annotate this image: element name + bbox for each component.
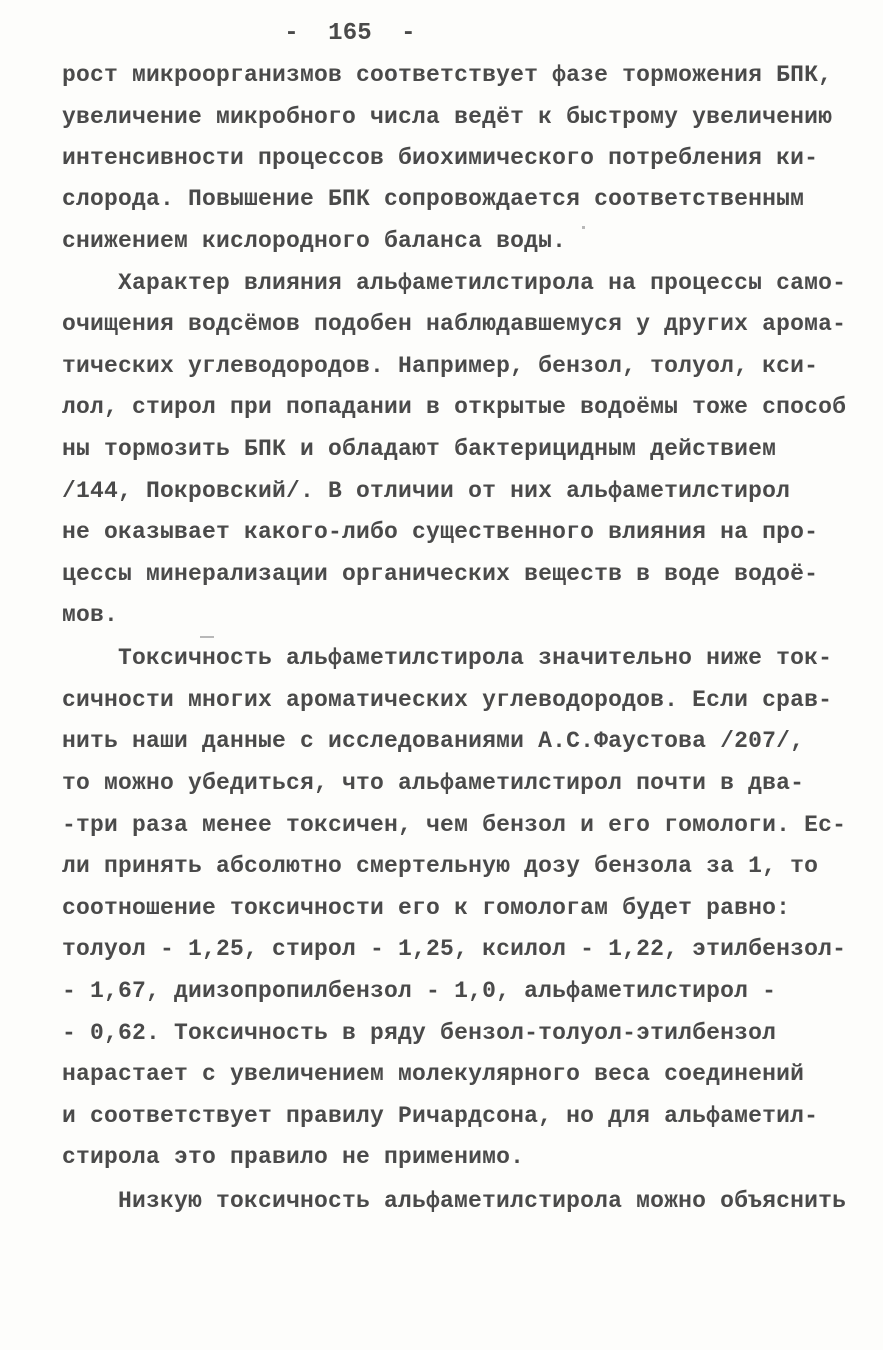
text-line: цессы минерализации органических веществ в воде водоё- xyxy=(62,561,819,587)
text-line: и соответствует правилу Ричардсона, но для альфаметил- xyxy=(62,1103,819,1129)
text-line: соотношение токсичности его к гомологам будет равно: xyxy=(62,895,791,921)
text-line: то можно убедиться, что альфаметилстирол почти в два- xyxy=(62,770,805,796)
text-line: очищения водсёмов подобен наблюдавшемуся у других арома- xyxy=(62,311,847,337)
text-line: /144, Покровский/. В отличии от них альфаметилстирол xyxy=(62,478,791,504)
text-line: сичности многих ароматических углеводородов. Если срав- xyxy=(62,687,833,713)
text-line: увеличение микробного числа ведёт к быстрому увеличению xyxy=(62,104,833,130)
text-line: нить наши данные с исследованиями А.С.Фаустова /207/, xyxy=(62,728,805,754)
page-number: - 165 - xyxy=(284,20,416,47)
text-line: не оказывает какого-либо существенного влияния на про- xyxy=(62,519,819,545)
scan-speck xyxy=(200,636,214,638)
text-line: слорода. Повышение БПК сопровождается соответственным xyxy=(62,186,805,212)
text-line: - 0,62. Токсичность в ряду бензол-толуол-этилбензол xyxy=(62,1020,777,1046)
text-line: Характер влияния альфаметилстирола на процессы само- xyxy=(118,270,847,296)
text-line: толуол - 1,25, стирол - 1,25, ксилол - 1,22, этилбензол- xyxy=(62,936,847,962)
text-line: нарастает с увеличением молекулярного веса соединений xyxy=(62,1061,805,1087)
text-line: Низкую токсичность альфаметилстирола можно объяснить xyxy=(118,1188,847,1214)
text-line: ны тормозить БПК и обладают бактерицидным действием xyxy=(62,436,777,462)
text-line: -три раза менее токсичен, чем бензол и его гомологи. Ес- xyxy=(62,812,847,838)
text-line: снижением кислородного баланса воды. xyxy=(62,228,567,254)
text-line: тических углеводородов. Например, бензол, толуол, кси- xyxy=(62,353,819,379)
text-line: стирола это правило не применимо. xyxy=(62,1144,525,1170)
text-line: лол, стирол при попадании в открытые водоёмы тоже способ xyxy=(62,394,847,420)
text-line: мов. xyxy=(62,602,119,628)
text-line: интенсивности процессов биохимического потребления ки- xyxy=(62,145,819,171)
text-line: рост микроорганизмов соответствует фазе торможения БПК, xyxy=(62,62,833,88)
text-line: ли принять абсолютно смертельную дозу бензола за 1, то xyxy=(62,853,819,879)
text-line: - 1,67, диизопропилбензол - 1,0, альфаметилстирол - xyxy=(62,978,777,1004)
text-line: Токсичность альфаметилстирола значительно ниже ток- xyxy=(118,645,833,671)
scan-speck xyxy=(582,226,585,229)
